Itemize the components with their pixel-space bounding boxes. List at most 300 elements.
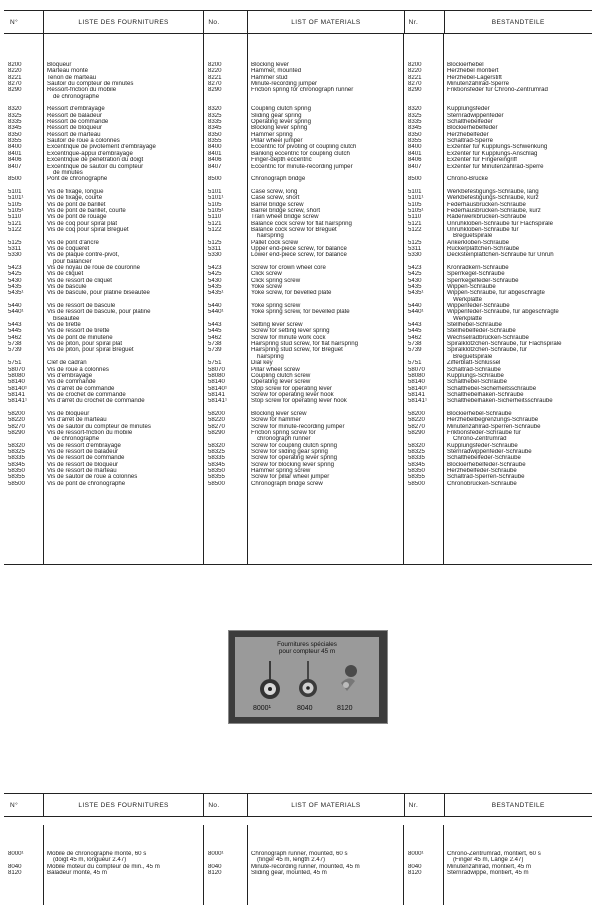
table-cell: Chrono-Zentrumrad [453, 436, 507, 443]
table-cell: 8407 [208, 163, 222, 170]
table-cell: Hairspring stud screw, for flat hairspring [251, 341, 359, 348]
table-cell: 8325 [8, 112, 22, 119]
table-cell: Vis de pont de chronographe [47, 480, 126, 487]
table-cell: 5738 [408, 341, 422, 348]
table-cell: Yoke screw, for bevelled plate [251, 290, 332, 297]
table-cell: 8320 [208, 106, 222, 113]
table-cell: Spiralklötzchen-Schraube, für Flachspirale [447, 341, 562, 348]
table-cell: Exzenter für Kupplungs-Anschlag [447, 150, 538, 157]
table-cell: 58500 [8, 480, 25, 487]
header-number-de: Nr. [405, 11, 445, 33]
table-cell: Kronradkern-Schraube [447, 265, 509, 271]
table-cell: 8355 [8, 138, 22, 145]
table-cell: 8406 [8, 157, 22, 164]
table-cell: Balance cock screw for Breguet [251, 226, 337, 233]
table-cell: 8400 [8, 144, 22, 151]
table-cell: Ressort de baladeur [47, 112, 102, 119]
table-cell: Wippen-Schraube [447, 284, 496, 291]
table-cell: 58141¹ [208, 398, 227, 405]
table-cell: 58080 [8, 372, 25, 379]
table-cell: 5105 [208, 201, 222, 208]
table-cell: Schalthebel-Sicherheitsschraube [447, 385, 537, 392]
table-cell: Herzhebelbegrenzungs-Schraube [447, 417, 539, 424]
bottom-header-number-de: Nr. [405, 794, 445, 816]
table-cell: Excentrique de sautoir du compteur [47, 163, 144, 170]
table-cell: 5738 [208, 341, 222, 348]
table-cell: 5443 [208, 322, 222, 329]
table-cell: (Finger 45 m, Länge 2.47) [453, 857, 524, 864]
bottom-column-materials [248, 825, 404, 905]
table-cell: Sternradwippenfeder [447, 112, 504, 119]
table-cell: 5121 [408, 220, 422, 227]
table-cell: Vis de bascule, pour platine biseautée [47, 290, 150, 297]
table-cell: 5101 [8, 188, 22, 195]
table-cell: 5105¹ [8, 207, 24, 214]
table-cell: Sliding gear, mounted, 45 m [251, 870, 327, 877]
table-cell: 58335 [408, 455, 425, 462]
table-cell: Minutenzählrad-Sperren-Schraube [447, 423, 541, 430]
photo-title-line1: Fournitures spéciales [277, 641, 337, 648]
table-cell: 5435 [208, 284, 222, 291]
bottom-column-number-de [404, 825, 444, 905]
table-cell: 58200 [408, 410, 425, 417]
table-cell: Wippenfeder-Schraube [447, 303, 510, 310]
table-cell: Barrel bridge screw [251, 201, 304, 208]
table-cell: Sperrkegel-Schraube [447, 271, 505, 278]
table-cell: 8407 [8, 163, 22, 170]
table-cell: 8320 [8, 106, 22, 113]
table-cell: 8335 [8, 119, 22, 126]
table-cell: 58355 [208, 474, 225, 481]
header-materials: LIST OF MATERIALS [248, 11, 404, 33]
table-cell: Sternradwippenfeder-Schraube [447, 448, 532, 455]
column-number-fr [4, 34, 44, 564]
table-cell: Chronobrücken-Schraube [447, 480, 517, 487]
table-cell: 5462 [208, 334, 222, 341]
table-cell: Vis de crochet de commande [47, 391, 126, 398]
table-cell: Pillar wheel screw [251, 366, 300, 373]
table-cell: Blocking lever [251, 62, 289, 68]
table-cell: Vis de roue à colonnes [47, 366, 109, 373]
table-cell: 5751 [408, 360, 422, 367]
table-cell: 5435 [8, 284, 22, 291]
table-cell: Excentrique de pivotement d'embrayage [47, 144, 156, 151]
table-cell: 8401 [408, 150, 422, 157]
table-cell: Sperrkegelfeder-Schraube [447, 277, 519, 284]
table-cell: Minute-recording jumper [251, 81, 318, 88]
table-cell: Federhausbrücken-Schraube, kurz [447, 207, 541, 214]
column-number-en [204, 34, 248, 564]
table-cell: 5435¹ [8, 290, 24, 297]
table-cell: Finger-depth eccentric [251, 157, 312, 164]
table-cell: 58080 [408, 372, 425, 379]
table-cell: Werkbefestigungs-Schraube, lang [447, 188, 539, 195]
photo-card [235, 637, 379, 717]
table-cell: (doigt 45 m, longueur 2.47) [53, 857, 127, 864]
table-cell: 58140¹ [8, 385, 27, 392]
table-cell: 5440¹ [208, 309, 224, 316]
table-cell: Kupplungsfeder [447, 106, 490, 113]
table-cell: 8335 [208, 119, 222, 126]
table-cell: 5330 [408, 252, 422, 259]
table-cell: Vis de pont d'ancre [47, 239, 99, 246]
table-cell: Baladeur monté, 45 m [47, 870, 107, 877]
table-cell: Screw for minute-recording jumper [251, 423, 345, 430]
table-cell: Click spring screw [251, 277, 301, 284]
table-cell: 5423 [208, 265, 222, 271]
table-cell: Vis de pont de barillet [47, 201, 106, 208]
table-cell: chronograph runner [257, 436, 311, 443]
table-cell: Chronograph runner, mounted, 60 s [251, 851, 348, 857]
table-cell: Banking eccentric for coupling clutch [251, 150, 350, 157]
table-cell: 5435 [408, 284, 422, 291]
table-cell: Vis de ressort de marteau [47, 468, 117, 474]
table-cell: Friktionsfeder für Chrono-Zentrumrad [447, 87, 548, 94]
table-cell: 8220 [208, 68, 222, 75]
table-cell: Yoke spring screw, for bevelled plate [251, 309, 350, 316]
table-cell: Unruhkloben-Schraube für Flachspirale [447, 220, 554, 227]
table-cell: 8345 [408, 125, 422, 132]
table-cell: Vis de tirette [47, 322, 81, 329]
table-cell: Screw for blocking lever spring [251, 461, 334, 468]
table-cell: Wippenfeder-Schraube, für abgeschrägte [447, 309, 559, 316]
table-cell: 5440¹ [408, 309, 424, 316]
table-cell: 8406 [408, 157, 422, 164]
table-cell: Train wheel bridge screw [251, 214, 319, 221]
table-cell: Dial key [251, 360, 273, 367]
table-cell: Sternradwippe, montiert, 45 m [447, 870, 529, 877]
table-cell: Vis de pont de minuterie [47, 334, 113, 341]
table-cell: Coupling clutch screw [251, 372, 311, 379]
bottom-header-fournitures: LISTE DES FOURNITURES [44, 794, 204, 816]
table-cell: 5122 [208, 226, 222, 233]
table-cell: Hammer spring [251, 131, 293, 138]
table-cell: 5101¹ [208, 195, 224, 202]
table-cell: 58290 [208, 429, 225, 436]
table-cell: 5311 [8, 245, 22, 252]
table-cell: 5110 [8, 214, 22, 221]
table-cell: Ressort de commande [47, 119, 109, 126]
table-cell: 8120 [408, 870, 422, 877]
header-bestandteile: BESTANDTEILE [491, 18, 545, 26]
table-cell: Operating lever screw [251, 379, 311, 386]
table-cell: 5105¹ [408, 207, 424, 214]
table-cell: Barrel bridge screw, short [251, 207, 321, 214]
table-cell: Friction spring for chronograph runner [251, 87, 354, 94]
table-cell: 8290 [8, 87, 22, 94]
table-cell: Exzenter für Fingereingriff [447, 157, 517, 164]
table-cell: Sautoir du compteur de minutes [47, 81, 134, 88]
table-cell: Blockierhebel-Schraube [447, 410, 512, 417]
table-cell: 5101¹ [8, 195, 24, 202]
table-cell: 8290 [208, 87, 222, 94]
table-cell: 8350 [408, 131, 422, 138]
table-cell: 58325 [408, 448, 425, 455]
table-cell: Setting lever screw [251, 322, 303, 329]
table-cell: Herzhebel montiert [447, 68, 499, 75]
special-parts-photo [228, 630, 388, 724]
table-cell: 58220 [8, 417, 25, 424]
table-cell: Operating lever spring [251, 119, 311, 126]
table-cell: Vis d'arrêt de commande [47, 385, 115, 392]
table-cell: pour balancier [53, 258, 92, 265]
table-cell: 5443 [408, 322, 422, 329]
table-cell: Screw for crown wheel core [251, 265, 326, 271]
table-cell: Vis de plaque contre-pivot, [47, 252, 120, 259]
table-cell: 5330 [208, 252, 222, 259]
table-cell: 8000¹ [408, 851, 424, 857]
table-cell: Vis de ressort-friction du mobile [47, 429, 133, 436]
table-cell: Ressort-friction du mobile [47, 87, 117, 94]
table-cell: 8290 [408, 87, 422, 94]
table-cell: 5423 [8, 265, 22, 271]
bottom-table-body [4, 817, 592, 905]
table-cell: (finger 45 m, length 2.47) [257, 857, 326, 864]
table-cell: Blockierhebelfeder [447, 125, 498, 132]
table-cell: Schaltrad-Schraube [447, 366, 501, 373]
table-cell: 5105¹ [208, 207, 224, 214]
header-fournitures: LISTE DES FOURNITURES [44, 11, 204, 33]
table-header [4, 11, 592, 34]
table-cell: Ressort d'embrayage [47, 106, 105, 113]
table-cell: Vis d'embrayage [47, 372, 93, 379]
table-cell: Unruhkloben-Schraube für [447, 226, 519, 233]
table-cell: Minutenzählrad, montiert, 45 m [447, 863, 531, 870]
table-cell: 5440 [408, 303, 422, 310]
table-cell: 5430 [8, 277, 22, 284]
table-cell: 58345 [208, 461, 225, 468]
table-cell: Herzhebelfeder-Schraube [447, 468, 517, 474]
table-cell: Clef de cadran [47, 360, 87, 367]
photo-title [235, 641, 379, 655]
table-cell: 8040 [408, 863, 422, 870]
bottom-header-number-en: No. [204, 794, 248, 816]
table-cell: 5110 [408, 214, 422, 221]
table-cell: Coupling clutch spring [251, 106, 311, 113]
table-cell: 58141¹ [8, 398, 27, 405]
bottom-column-number-en [204, 825, 248, 905]
table-cell: Schaltrad-Sperren-Schraube [447, 474, 525, 481]
table-cell: Case screw, long [251, 188, 298, 195]
table-cell: Sautoir de roue à colonnes [47, 138, 120, 145]
table-cell: Hairspring stud screw, for Breguet [251, 347, 343, 354]
table-cell: 58350 [8, 468, 25, 474]
table-cell: 8200 [208, 62, 222, 68]
table-cell: 8221 [8, 74, 22, 81]
table-cell: Yoke screw [251, 284, 282, 291]
table-cell: Werkbefestigungs-Schraube, kurz [447, 195, 539, 202]
table-cell: Click screw [251, 271, 282, 278]
table-cell: Breguetspirale [453, 233, 493, 240]
table-cell: Vis de ressort de bloqueur [47, 461, 119, 468]
table-cell: 8270 [408, 81, 422, 88]
table-cell: 8345 [8, 125, 22, 132]
table-cell: 8221 [208, 74, 222, 81]
column-number-de [404, 34, 444, 564]
column-materials [248, 34, 404, 564]
table-cell: Vis de piton, pour spiral plat [47, 341, 123, 348]
table-cell: 8355 [208, 138, 222, 145]
column-bestandteile [444, 34, 592, 564]
table-cell: 5739 [408, 347, 422, 354]
bottom-table-header [4, 794, 592, 817]
table-cell: 58200 [208, 410, 225, 417]
table-cell: 58270 [208, 423, 225, 430]
table-body [4, 34, 592, 564]
table-cell: Vis de ressort de cliquet [47, 277, 112, 284]
table-cell: Screw for hammer [251, 417, 301, 424]
table-cell: 8500 [8, 176, 22, 183]
table-cell: Stop screw for operating lever hook [251, 398, 347, 405]
table-cell: Exzenter für Kupplungs-Schwenkung [447, 144, 548, 151]
table-cell: 58080 [208, 372, 225, 379]
special-parts-table [4, 793, 592, 905]
table-cell: Vis de noyau de roue de couronne [47, 265, 141, 271]
table-cell: Tenon de marteau [47, 74, 97, 81]
table-cell: 8200 [408, 62, 422, 68]
table-cell: Hammer, mounted [251, 68, 302, 75]
table-cell: 8040 [8, 863, 22, 870]
table-cell: 58140 [408, 379, 425, 386]
table-cell: 5121 [208, 220, 222, 227]
table-cell: Stellhebel-Schraube [447, 322, 502, 329]
table-cell: 8270 [8, 81, 22, 88]
table-cell: Chronograph bridge screw [251, 480, 323, 487]
table-cell: Rückerplättchen-Schraube [447, 245, 520, 252]
header-number-en: No. [204, 11, 248, 33]
table-cell: 5425 [408, 271, 422, 278]
table-cell: 5125 [408, 239, 422, 246]
table-cell: Schalthebelhaken-Schraube [447, 391, 524, 398]
table-cell: 5738 [8, 341, 22, 348]
table-cell: 5101 [208, 188, 222, 195]
table-cell: 5311 [408, 245, 422, 252]
table-cell: Herzhebel-Lagerstift [447, 74, 502, 81]
table-cell: 58320 [408, 442, 425, 449]
table-cell: 58220 [408, 417, 425, 424]
table-cell: Vis de coq pour spiral Breguet [47, 226, 129, 233]
table-cell: Vis d'arrêt du crochet de commande [47, 398, 145, 405]
table-cell: 8220 [408, 68, 422, 75]
table-cell: Eccentric for minute-recording jumper [251, 163, 353, 170]
table-cell: 58355 [408, 474, 425, 481]
table-cell: Vis de coqueret [47, 245, 90, 252]
table-cell: Screw for operating lever hook [251, 391, 334, 398]
table-cell: 58070 [8, 366, 25, 373]
table-cell: 5122 [408, 226, 422, 233]
table-cell: 58345 [8, 461, 25, 468]
table-cell: 58220 [208, 417, 225, 424]
table-cell: 5425 [208, 271, 222, 278]
table-cell: Federhausbrücken-Schraube [447, 201, 526, 208]
part-label-8000: 8000¹ [253, 705, 271, 712]
table-cell: 58140¹ [208, 385, 227, 392]
table-cell: 58140¹ [408, 385, 427, 392]
table-cell: Vis de bloqueur [47, 410, 90, 417]
table-cell: 5330 [8, 252, 22, 259]
table-cell: 8320 [408, 106, 422, 113]
table-cell: 58320 [208, 442, 225, 449]
table-cell: 5751 [8, 360, 22, 367]
table-cell: Vis de ressort de bascule [47, 303, 116, 310]
table-cell: Friktionsfeder-Schraube für [447, 429, 521, 436]
table-cell: 5462 [8, 334, 22, 341]
table-cell: 8401 [208, 150, 222, 157]
table-cell: 8120 [208, 870, 222, 877]
table-cell: Werkplatte [453, 296, 483, 303]
table-cell: Kupplungs-Schraube [447, 372, 504, 379]
table-cell: 8400 [208, 144, 222, 151]
table-cell: 58335 [8, 455, 25, 462]
table-cell: 8221 [408, 74, 422, 81]
table-cell: Wippen-Schraube, für abgeschrägte [447, 290, 545, 297]
table-cell: 8000¹ [208, 851, 224, 857]
table-cell: Vis de sautoir du compteur de minutes [47, 423, 151, 430]
bottom-header-number-fr: N° [4, 794, 44, 816]
table-cell: Hammer stud [251, 74, 288, 81]
table-cell: 5105 [408, 201, 422, 208]
column-fournitures [44, 34, 204, 564]
table-cell: Stellhebelfeder-Schraube [447, 328, 516, 335]
minute-runner-part-image [295, 659, 321, 701]
table-cell: hairspring [257, 233, 284, 240]
table-cell: Pallet cock screw [251, 239, 299, 246]
table-cell: Vis de ressort de bascule, pour platine [47, 309, 151, 316]
table-cell: 58070 [408, 366, 425, 373]
table-cell: Excentrique-appui d'embrayage [47, 150, 133, 157]
table-cell: hairspring [257, 353, 284, 360]
table-cell: Blocking lever spring [251, 125, 308, 132]
table-cell: 5462 [408, 334, 422, 341]
table-cell: Vis de fixage, courte [47, 195, 103, 202]
table-cell: 5435¹ [408, 290, 424, 297]
table-cell: 5739 [208, 347, 222, 354]
table-cell: 58070 [208, 366, 225, 373]
table-cell: Screw for minute work cock [251, 334, 326, 341]
table-cell: Screw for sliding gear spring [251, 448, 328, 455]
table-cell: Friction spring screw for [251, 429, 316, 436]
table-cell: 5430 [208, 277, 222, 284]
table-cell: Vis de fixage, longue [47, 188, 104, 195]
table-cell: 8500 [408, 176, 422, 183]
table-cell: Hammer spring screw [251, 468, 311, 474]
table-cell: Blockierhebelfeder-Schraube [447, 461, 526, 468]
table-cell: de minutes [53, 169, 83, 176]
table-cell: Schalthebelfeder [447, 119, 493, 126]
table-cell: 8401 [8, 150, 22, 157]
bottom-column-bestandteile [444, 825, 592, 905]
table-cell: Pont de chronographe [47, 176, 108, 183]
table-cell: 8120 [8, 870, 22, 877]
table-cell: Schalthebelfeder-Schraube [447, 455, 521, 462]
table-cell: 58350 [408, 468, 425, 474]
table-cell: 5423 [408, 265, 422, 271]
table-cell: Vis d'arrêt de marteau [47, 417, 107, 424]
table-cell: 5440 [208, 303, 222, 310]
table-cell: 58290 [408, 429, 425, 436]
table-cell: Vis de ressort de baladeur [47, 448, 119, 455]
table-cell: Upper end-piece screw, for balance [251, 245, 347, 252]
table-cell: Balance cock screw for flat hairspring [251, 220, 352, 227]
table-cell: 8350 [208, 131, 222, 138]
table-cell: Chrono-Zentrumrad, montiert, 60 s [447, 851, 541, 857]
table-cell: 8000¹ [8, 851, 24, 857]
table-cell: Schaltrad-Sperre [447, 138, 494, 145]
table-cell: 58345 [408, 461, 425, 468]
table-cell: Schalthebel-Schraube [447, 379, 507, 386]
table-cell: 58141¹ [408, 398, 427, 405]
table-cell: Vis de pont de rouage [47, 214, 107, 221]
